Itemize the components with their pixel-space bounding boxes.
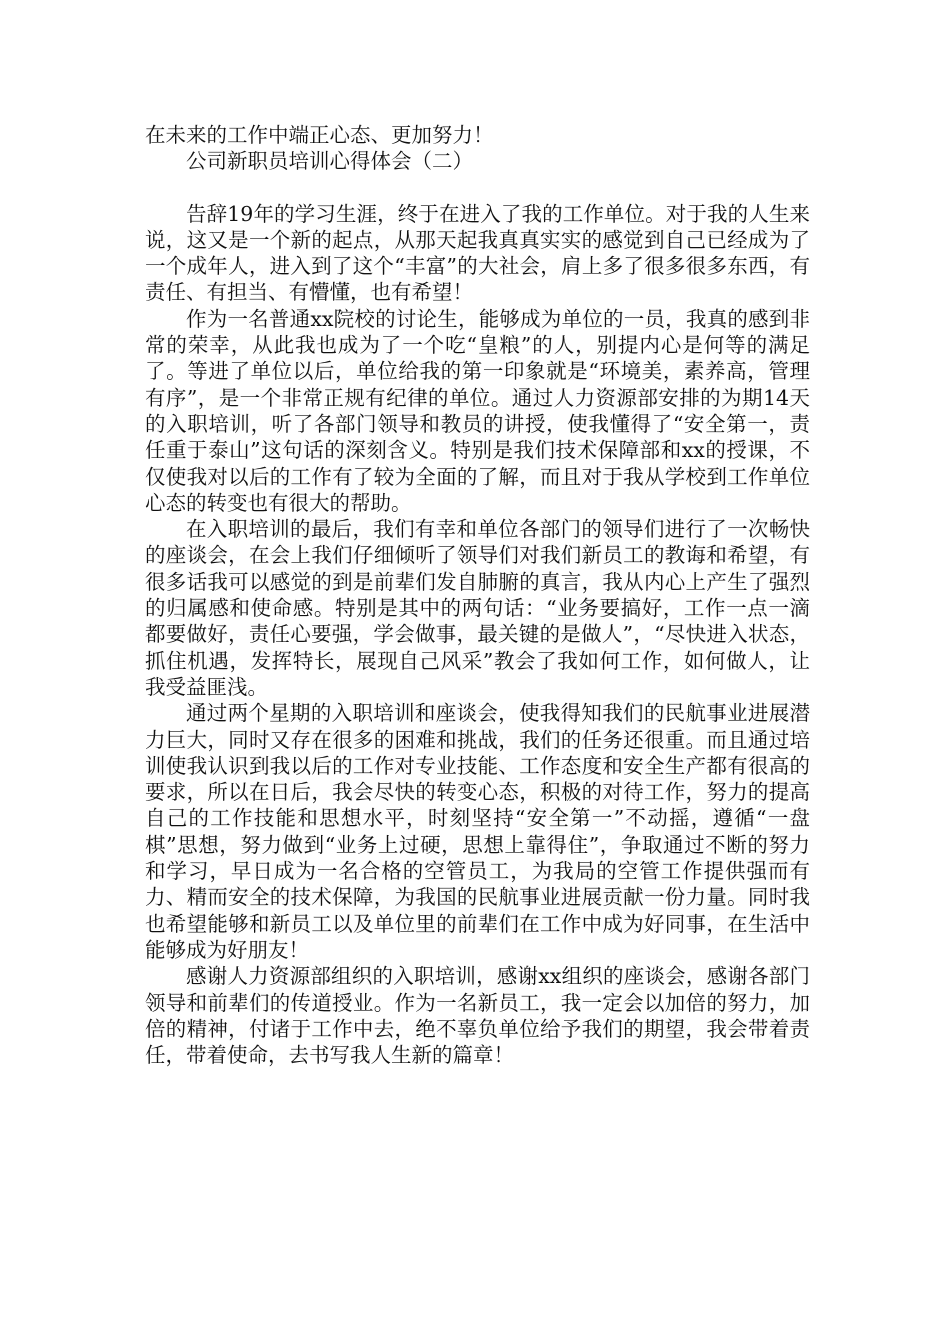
section-title: 公司新职员培训心得体会（二） xyxy=(186,149,473,174)
paragraph-5: 感谢人力资源部组织的入职培训，感谢xx组织的座谈会，感谢各部门领导和前辈们的传道授业。作为一名新员工，我一定会以加倍的努力，加倍的精神，付诸于工作中去，绝不辜负单位给予我们的期望，我会带着责任，带着使命，去书写我人生新的篇章！ xyxy=(145,964,810,1068)
paragraph-3: 在入职培训的最后，我们有幸和单位各部门的领导们进行了一次畅快的座谈会，在会上我们仔细倾听了领导们对我们新员工的教诲和希望，有很多话我可以感觉的到是前辈们发自肺腑的真言，我从内心上产生了强烈的归属感和使命感。特别是其中的两句话：“业务要搞好，工作一点一滴都要做好，责任心要强，学会做事，最关键的是做人”，“尽快进入状态，抓住机遇，发挥特长，展现自己风采”教会了我如何工作，如何做人，让我受益匪浅。 xyxy=(145,517,810,699)
paragraph-2: 作为一名普通xx院校的讨论生，能够成为单位的一员，我真的感到非常的荣幸，从此我也成为了一个吃“皇粮”的人，别提内心是何等的满足了。等进了单位以后，单位给我的第一印象就是“环境美，素养高，管理有序”，是一个非常正规有纪律的单位。通过人力资源部安排的为期14天的入职培训，听了各部门领导和教员的讲授，使我懂得了“安全第一，责任重于泰山”这句话的深刻含义。特别是我们技术保障部和xx的授课，不仅使我对以后的工作有了较为全面的了解，而且对于我从学校到工作单位心态的转变也有很大的帮助。 xyxy=(145,306,810,515)
carryover-line: 在未来的工作中端正心态、更加努力！ xyxy=(145,123,494,147)
document-page xyxy=(145,122,810,1068)
paragraph-4: 通过两个星期的入职培训和座谈会，使我得知我们的民航事业进展潜力巨大，同时又存在很多的困难和挑战，我们的任务还很重。而且通过培训使我认识到我以后的工作对专业技能、工作态度和安全生产都有很高的要求，所以在日后，我会尽快的转变心态，积极的对待工作，努力的提高自己的工作技能和思想水平，时刻坚持“安全第一”不动摇，遵循“一盘棋”思想，努力做到“业务上过硬，思想上靠得住”，争取通过不断的努力和学习，早日成为一名合格的空管员工，为我局的空管工作提供强而有力、精而安全的技术保障，为我国的民航事业进展贡献一份力量。同时我也希望能够和新员工以及单位里的前辈们在工作中成为好同事，在生活中能够成为好朋友！ xyxy=(145,701,810,962)
paragraph-1: 告辞19年的学习生涯，终于在进入了我的工作单位。对于我的人生来说，这又是一个新的起点，从那天起我真真实实的感觉到自己已经成为了一个成年人，进入到了这个“丰富”的大社会，肩上多了很多很多东西，有责任、有担当、有懵懂，也有希望！ xyxy=(145,201,810,305)
